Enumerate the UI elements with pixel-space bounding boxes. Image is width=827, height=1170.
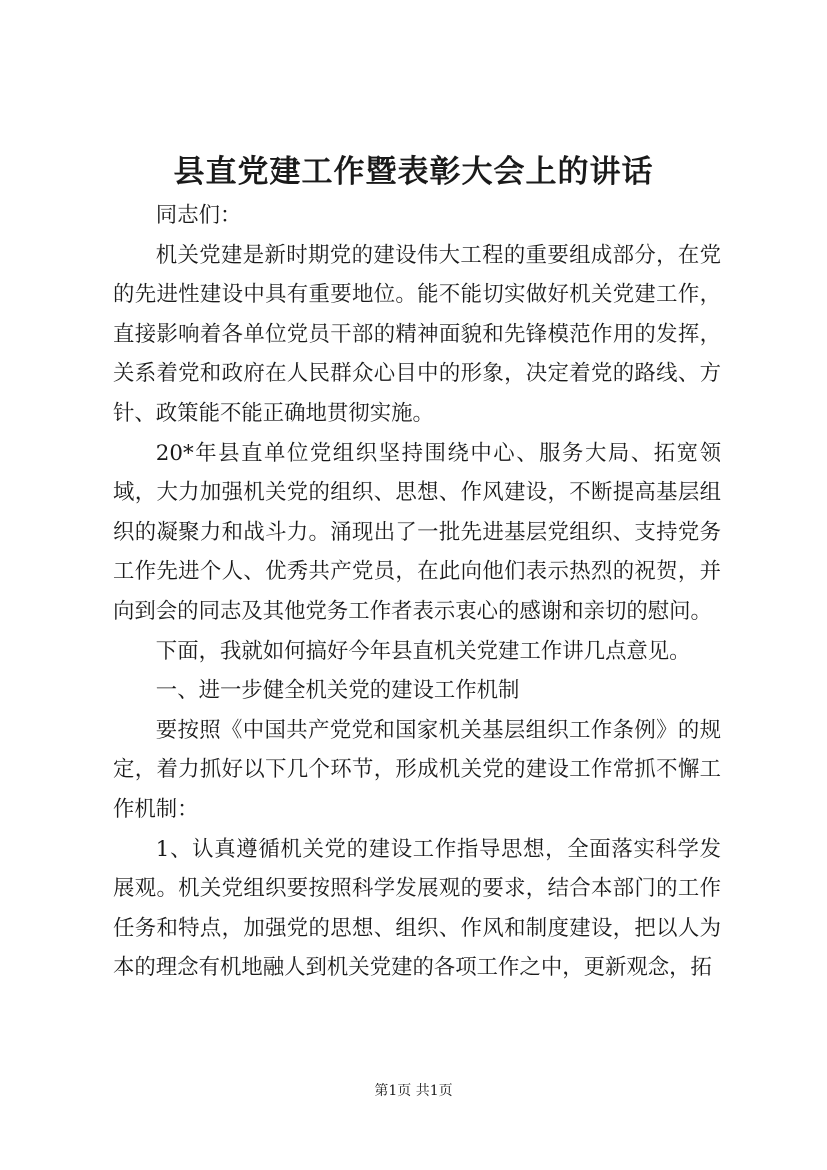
page-number-footer: 第1页 共1页 bbox=[374, 1083, 453, 1099]
body-paragraph: 下面，我就如何搞好今年县直机关党建工作讲几点意见。 bbox=[155, 638, 691, 664]
body-paragraph: 要按照《中国共产党党和国家机关基层组织工作条例》的规定，着力抓好以下几个环节，形成机关党的建设工作常抓不懈工作机制： bbox=[113, 717, 721, 822]
section-heading: 一、进一步健全机关党的建设工作机制 bbox=[155, 678, 520, 704]
document-title: 县直党建工作暨表彰大会上的讲话 bbox=[173, 154, 654, 190]
body-paragraph: 1、认真遵循机关党的建设工作指导思想，全面落实科学发展观。机关党组织要按照科学发展观的要求，结合本部门的工作任务和特点，加强党的思想、组织、作风和制度建设，把以人为本的理念有机地融人到机关党建的各项工作之中，更新观念，拓 bbox=[113, 836, 721, 981]
body-paragraph: 20*年县直单位党组织坚持围绕中心、服务大局、拓宽领域，大力加强机关党的组织、思想、作风建设，不断提高基层组织的凝聚力和战斗力。涌现出了一批先进基层党组织、支持党务工作先进个人、优秀共产党员，在此向他们表示热烈的祝贺，并向到会的同志及其他党务工作者表示衷心的感谢和亲切的慰问。 bbox=[113, 440, 721, 624]
document-body bbox=[113, 196, 721, 988]
salutation-paragraph: 同志们： bbox=[155, 203, 242, 228]
body-paragraph: 机关党建是新时期党的建设伟大工程的重要组成部分，在党的先进性建设中具有重要地位。能不能切实做好机关党建工作，直接影响着各单位党员干部的精神面貌和先锋模范作用的发挥，关系着党和政府在人民群众心目中的形象，决定着党的路线、方针、政策能不能正确地贯彻实施。 bbox=[113, 242, 721, 426]
